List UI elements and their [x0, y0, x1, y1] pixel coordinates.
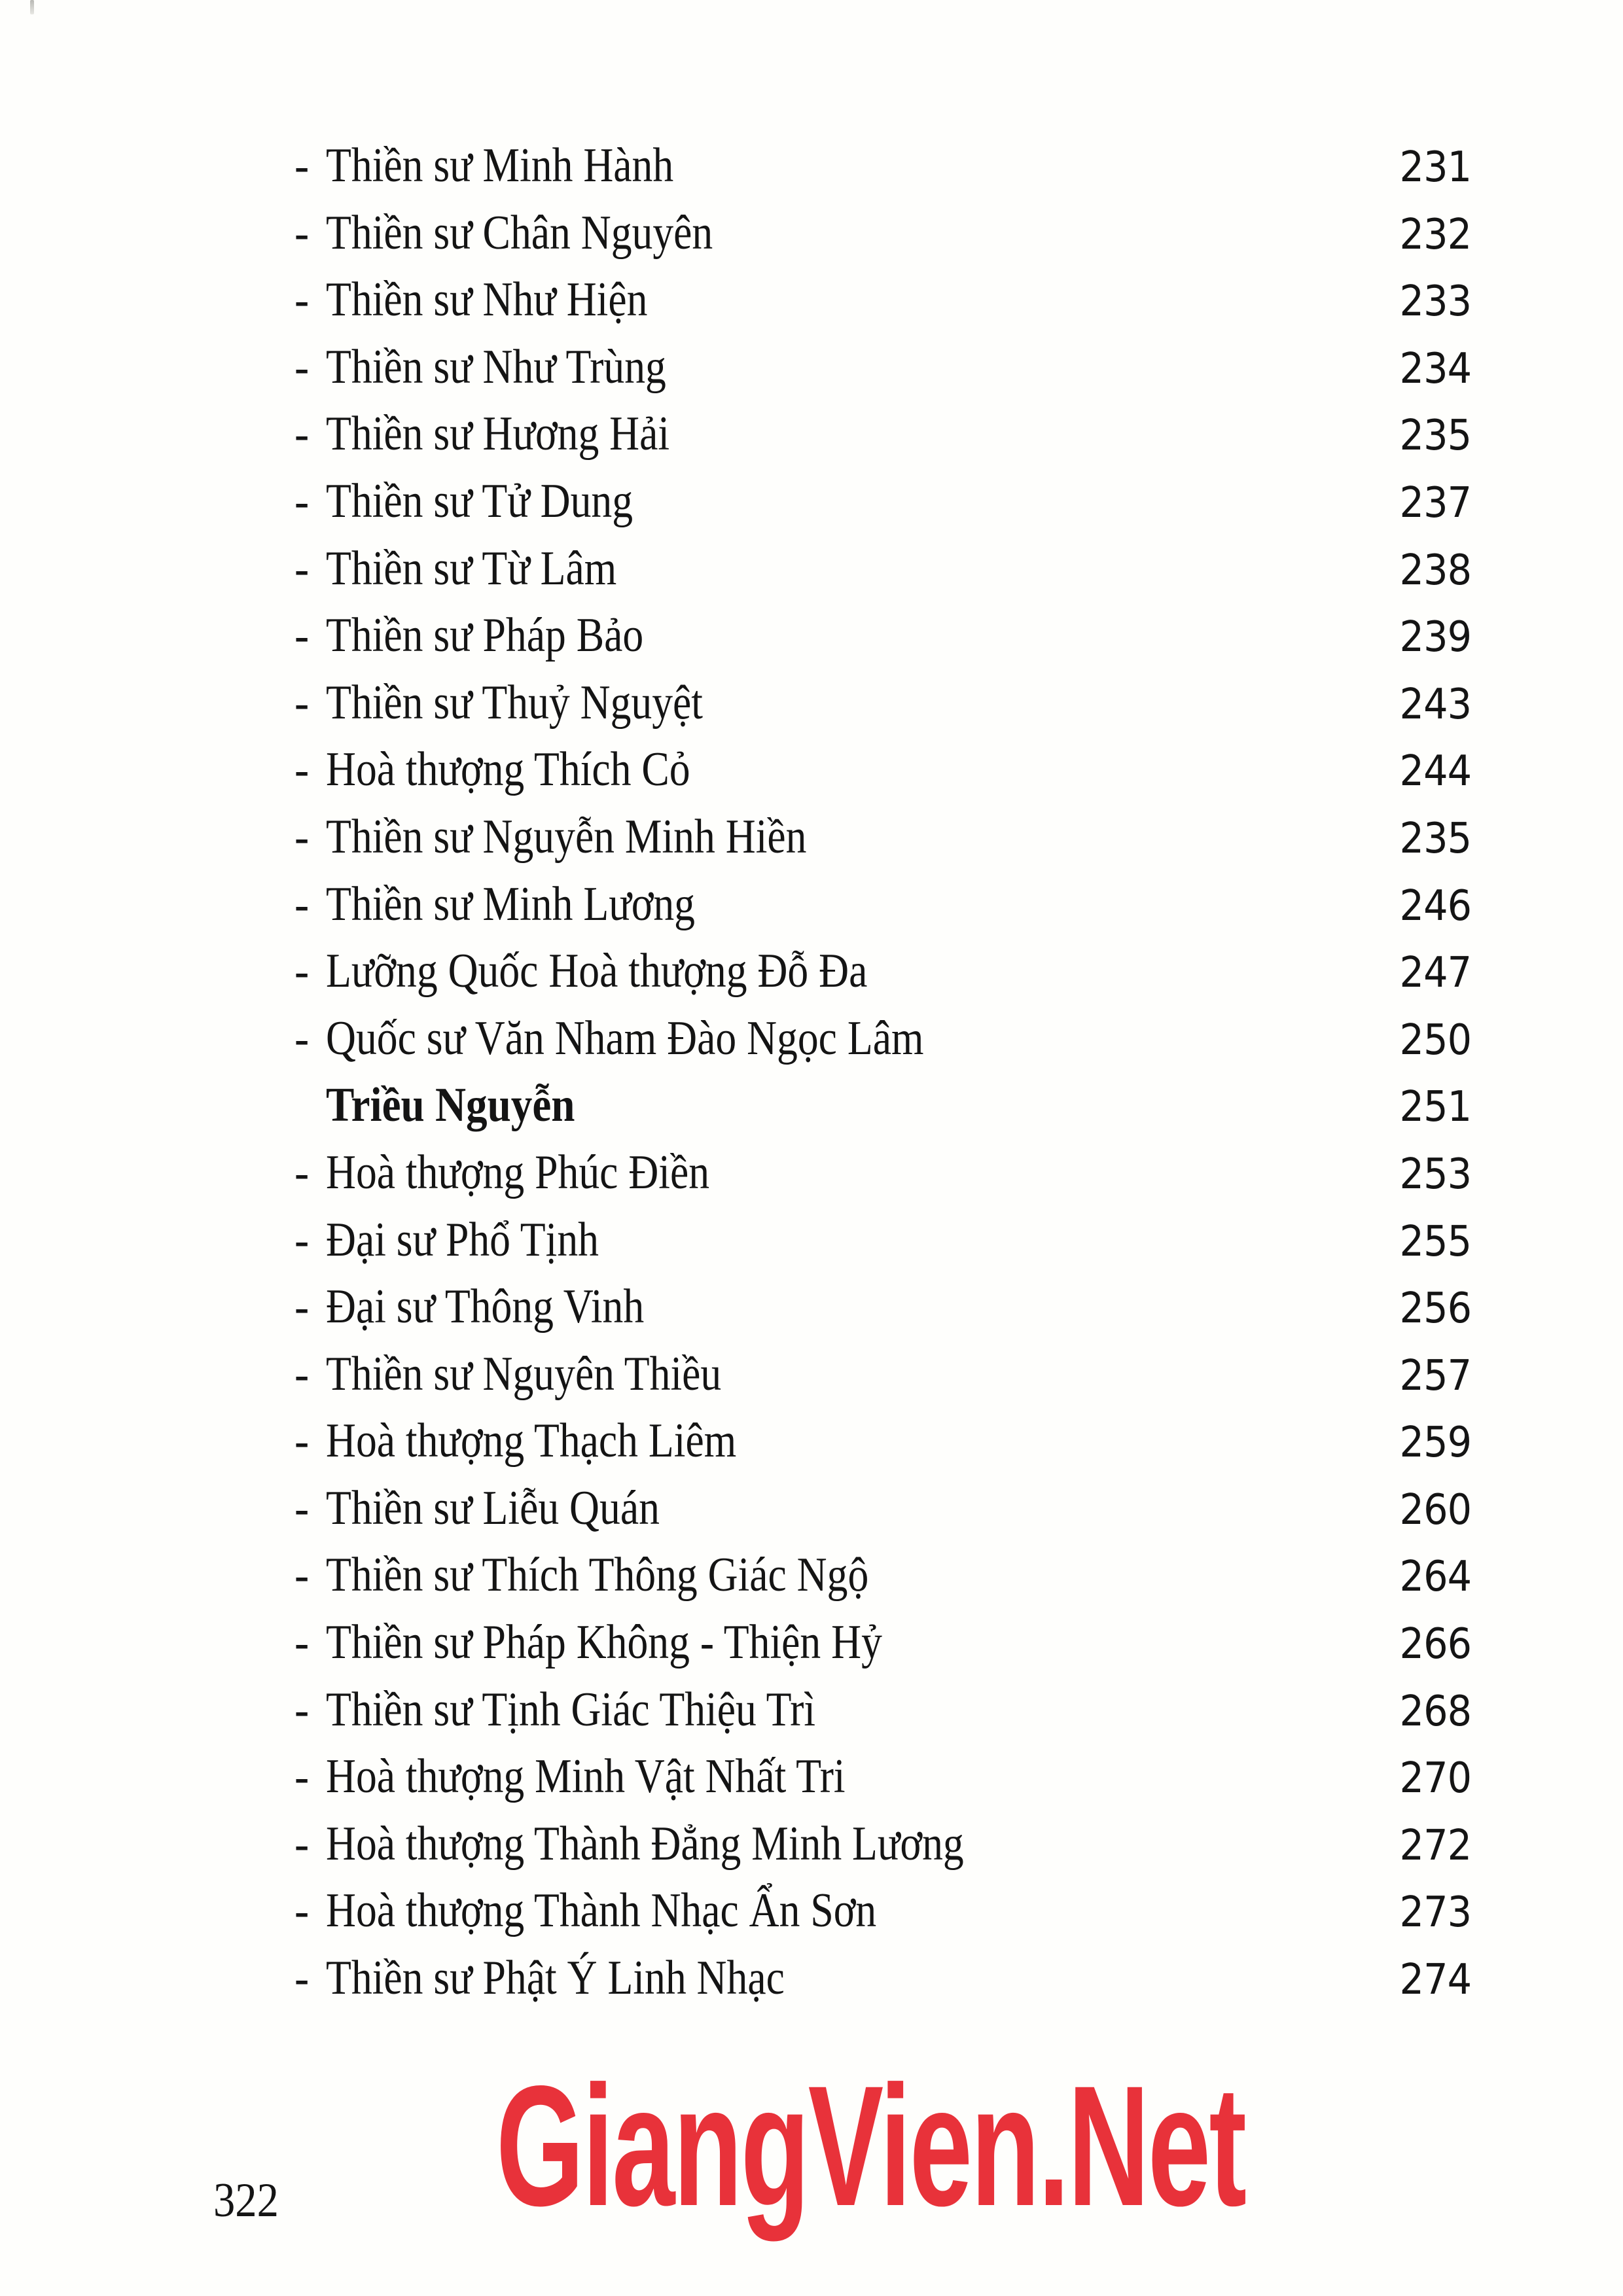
- toc-entry: [0, 1877, 1623, 1945]
- toc-entry-page: 257: [1399, 1351, 1471, 1400]
- toc-bullet: -: [294, 1884, 310, 1938]
- toc-entry-title: Thiền sư Tịnh Giác Thiệu Trì: [326, 1682, 816, 1737]
- toc-entry: [0, 132, 1623, 200]
- toc-entry-title: Hoà thượng Thành Đẳng Minh Lương: [326, 1816, 964, 1871]
- toc-entry: [0, 1609, 1623, 1676]
- toc-bullet: -: [294, 407, 310, 461]
- toc-entry: [0, 1207, 1623, 1274]
- toc-entry: [0, 602, 1623, 669]
- toc-entry: [0, 1407, 1623, 1475]
- toc-bullet: -: [294, 809, 310, 864]
- toc-entry-title: Thiền sư Như Hiện: [326, 273, 648, 327]
- toc-bullet: -: [294, 474, 310, 528]
- toc-entry-page: 264: [1399, 1553, 1471, 1602]
- toc-entry-page: 233: [1399, 277, 1471, 327]
- toc-bullet: -: [294, 273, 310, 327]
- toc-entry-title: Hoà thượng Thích Cỏ: [326, 743, 690, 797]
- toc-bullet: -: [294, 1750, 310, 1804]
- watermark: [496, 2050, 1245, 2242]
- toc-entry: [0, 334, 1623, 401]
- toc-bullet: -: [294, 1280, 310, 1334]
- toc-entry-title: Thiền sư Hương Hải: [326, 407, 670, 461]
- toc-bullet: -: [294, 675, 310, 730]
- toc-entry-page: 238: [1399, 546, 1471, 595]
- toc-entry-title: Thiền sư Pháp Bảo: [326, 609, 644, 663]
- toc-entry-page: 247: [1399, 949, 1471, 998]
- toc-entry-title: Thiền sư Thích Thông Giác Ngộ: [326, 1548, 869, 1602]
- toc-entry: [0, 1475, 1623, 1542]
- toc-entry-title: Thiền sư Minh Lương: [326, 877, 695, 931]
- toc-entry-page: 255: [1399, 1217, 1471, 1266]
- toc-entry-title: Thiền sư Minh Hành: [326, 139, 674, 192]
- toc-entry-title: Hoà thượng Phúc Điền: [326, 1145, 710, 1199]
- toc-entry-title: Hoà thượng Thạch Liêm: [326, 1414, 737, 1468]
- toc-entry: [0, 535, 1623, 603]
- toc-entry-page: 259: [1399, 1419, 1471, 1468]
- toc-bullet: -: [294, 1951, 310, 2005]
- toc-entry-page: 272: [1399, 1821, 1471, 1870]
- toc-entry-page: 243: [1399, 680, 1471, 729]
- toc-entry: [0, 400, 1623, 468]
- toc-entry-page: 273: [1399, 1888, 1471, 1937]
- toc-bullet: -: [294, 1145, 310, 1199]
- toc-entry: [0, 266, 1623, 334]
- toc-entry: [0, 468, 1623, 535]
- toc-entry-page: 256: [1399, 1284, 1471, 1333]
- toc-entry-page: 244: [1399, 747, 1471, 796]
- toc-bullet: -: [294, 541, 310, 595]
- toc-entry-page: 239: [1399, 613, 1471, 662]
- toc-bullet: -: [294, 1347, 310, 1401]
- toc-entry-page: 234: [1399, 344, 1471, 393]
- toc-entry-title: Thiền sư Nguyễn Minh Hiền: [326, 809, 807, 864]
- toc-entry: [0, 804, 1623, 871]
- toc-entry-title: Thiền sư Phật Ý Linh Nhạc: [326, 1951, 785, 2005]
- toc-bullet: -: [294, 340, 310, 394]
- toc-entry-page: 237: [1399, 478, 1471, 527]
- toc-bullet: -: [294, 877, 310, 931]
- toc-bullet: -: [294, 1414, 310, 1468]
- toc-section-title: Triều Nguyễn: [326, 1078, 575, 1133]
- toc-entry-page: 266: [1399, 1620, 1471, 1669]
- toc-entry-page: 270: [1399, 1754, 1471, 1803]
- toc-bullet: -: [294, 205, 310, 260]
- toc-entry-title: Đại sư Phổ Tịnh: [326, 1212, 599, 1267]
- table-of-contents: [0, 132, 1623, 2012]
- toc-bullet: -: [294, 1481, 310, 1535]
- toc-entry-page: 268: [1399, 1687, 1471, 1736]
- toc-bullet: -: [294, 139, 310, 192]
- toc-entry: [0, 1273, 1623, 1341]
- toc-entry-page: 231: [1399, 143, 1471, 192]
- toc-entry-page: 253: [1399, 1150, 1471, 1199]
- toc-entry: [0, 1139, 1623, 1207]
- toc-entry-title: Thiền sư Liễu Quán: [326, 1481, 660, 1535]
- toc-entry-title: Thiền sư Nguyên Thiều: [326, 1347, 722, 1401]
- toc-entry: [0, 1743, 1623, 1810]
- toc-entry-title: Thiền sư Thuỷ Nguyệt: [326, 675, 703, 730]
- toc-entry: [0, 1676, 1623, 1744]
- toc-entry: [0, 200, 1623, 267]
- toc-entry: [0, 1945, 1623, 2012]
- toc-entry: [0, 871, 1623, 938]
- toc-entry: [0, 1341, 1623, 1408]
- scan-artifact: [30, 0, 34, 14]
- toc-entry-title: Thiền sư Chân Nguyên: [326, 205, 713, 260]
- toc-entry-title: Lưỡng Quốc Hoà thượng Đỗ Đa: [326, 944, 868, 998]
- toc-entry: [0, 1542, 1623, 1609]
- toc-bullet: -: [294, 609, 310, 663]
- toc-entry-page: 246: [1399, 881, 1471, 930]
- toc-bullet: -: [294, 1011, 310, 1065]
- toc-bullet: -: [294, 944, 310, 998]
- watermark-text: GiangVien.Net: [496, 2050, 1245, 2242]
- toc-entry-page: 274: [1399, 1956, 1471, 2005]
- toc-entry-title: Hoà thượng Thành Nhạc Ẩn Sơn: [326, 1884, 877, 1938]
- toc-entry-page: 235: [1399, 814, 1471, 863]
- toc-entry-page: 232: [1399, 210, 1471, 259]
- toc-entry: [0, 736, 1623, 804]
- toc-entry-page: 251: [1399, 1083, 1471, 1132]
- toc-entry: [0, 1810, 1623, 1878]
- toc-section-heading: [0, 1072, 1623, 1139]
- toc-entry-title: Hoà thượng Minh Vật Nhất Tri: [326, 1750, 846, 1804]
- toc-entry-page: 250: [1399, 1016, 1471, 1065]
- toc-bullet: -: [294, 1616, 310, 1670]
- toc-bullet: -: [294, 1682, 310, 1737]
- toc-entry-title: Quốc sư Văn Nham Đào Ngọc Lâm: [326, 1011, 924, 1065]
- toc-entry-title: Đại sư Thông Vinh: [326, 1280, 645, 1334]
- toc-entry-title: Thiền sư Pháp Không - Thiện Hỷ: [326, 1616, 882, 1670]
- toc-entry-title: Thiền sư Từ Lâm: [326, 541, 617, 595]
- toc-entry-page: 235: [1399, 412, 1471, 461]
- toc-bullet: -: [294, 743, 310, 797]
- page-number: 322: [213, 2174, 279, 2227]
- toc-entry: [0, 938, 1623, 1005]
- toc-entry-title: Thiền sư Như Trùng: [326, 340, 666, 394]
- toc-bullet: -: [294, 1816, 310, 1871]
- toc-entry-page: 260: [1399, 1485, 1471, 1534]
- toc-entry: [0, 669, 1623, 737]
- toc-bullet: -: [294, 1212, 310, 1267]
- toc-entry-title: Thiền sư Tử Dung: [326, 474, 633, 528]
- toc-bullet: -: [294, 1548, 310, 1602]
- toc-entry: [0, 1005, 1623, 1072]
